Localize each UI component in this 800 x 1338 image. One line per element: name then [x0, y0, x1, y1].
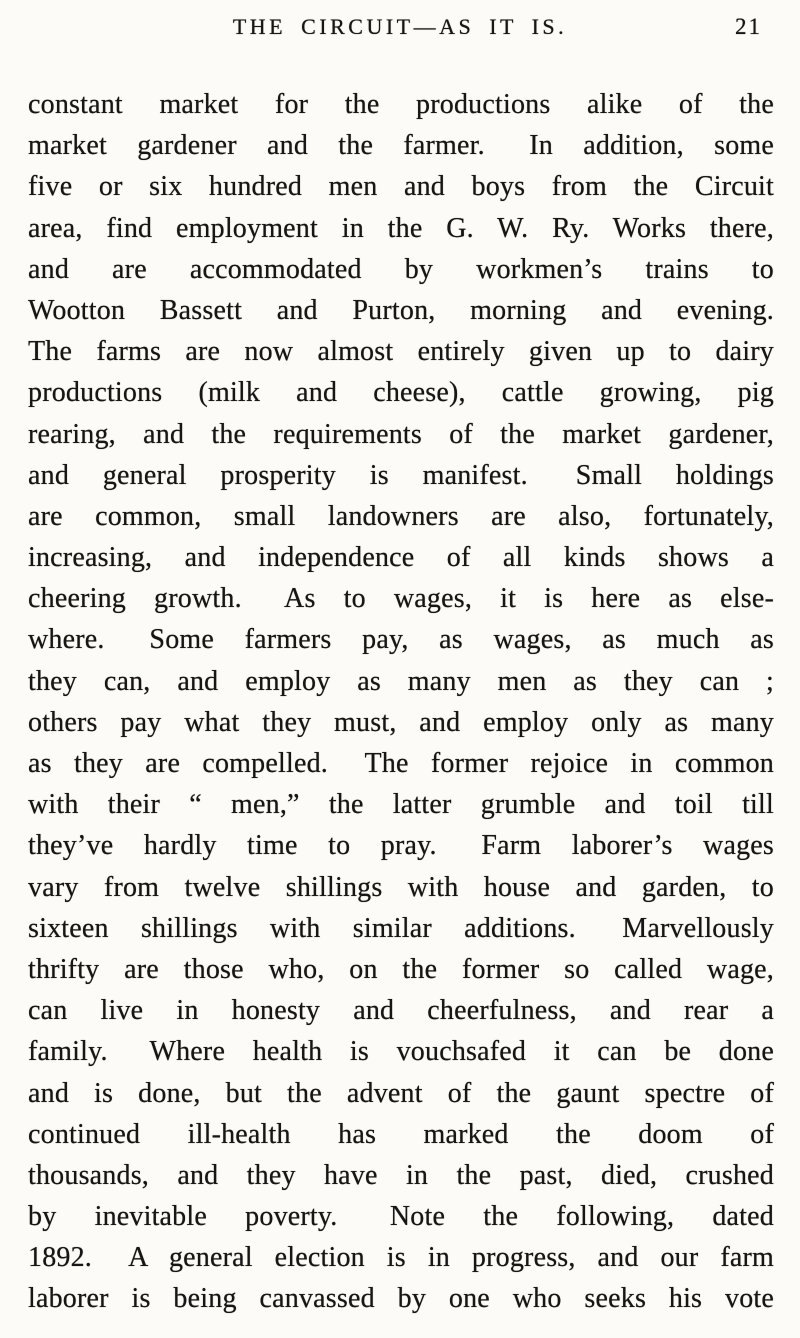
- text-line: are common, small landowners are also, fortunately,: [28, 500, 774, 532]
- page-number: 21: [735, 14, 762, 39]
- text-line: constant market for the productions alike of the: [28, 89, 774, 120]
- text-line: they can, and employ as many men as they can ;: [28, 665, 774, 697]
- text-line: five or six hundred men and boys from the Circuit: [28, 171, 774, 203]
- text-line: family. Where health is vouchsafed it can be done: [28, 1036, 774, 1068]
- text-line: where. Some farmers pay, as wages, as much as: [28, 624, 774, 656]
- text-line: others pay what they must, and employ only as many: [28, 706, 774, 738]
- text-line: cheering growth. As to wages, it is here as else-: [28, 583, 774, 615]
- text-line: market gardener and the farmer. In addition, some: [28, 130, 774, 162]
- chapter-title: THE CIRCUIT—AS IT IS.: [232, 14, 568, 39]
- text-line: by inevitable poverty. Note the following, dated: [28, 1201, 774, 1233]
- running-header: [0, 14, 800, 44]
- text-line: they’ve hardly time to pray. Farm laborer’s wages: [28, 830, 774, 862]
- text-line: can live in honesty and cheerfulness, and rear a: [28, 995, 774, 1027]
- text-line: sixteen shillings with similar additions. Marvellously: [28, 912, 774, 944]
- text-line: thrifty are those who, on the former so called wage,: [28, 953, 774, 985]
- text-line: rearing, and the requirements of the market gardener,: [28, 418, 774, 450]
- text-line: and are accommodated by workmen’s trains to: [28, 253, 774, 285]
- text-line: with their “ men,” the latter grumble and toil till: [28, 789, 774, 821]
- text-line: and is done, but the advent of the gaunt spectre of: [28, 1077, 774, 1109]
- text-line: thousands, and they have in the past, died, crushed: [28, 1159, 774, 1191]
- text-line: vary from twelve shillings with house and garden, to: [28, 871, 774, 903]
- text-line: laborer is being canvassed by one who seeks his vote: [28, 1283, 774, 1315]
- text-line: productions (milk and cheese), cattle growing, pig: [28, 377, 774, 409]
- text-line: increasing, and independence of all kinds shows a: [28, 542, 774, 574]
- text-line: area, find employment in the G. W. Ry. Works there,: [28, 212, 774, 244]
- text-line: and general prosperity is manifest. Small holdings: [28, 459, 774, 491]
- text-line: as they are compelled. The former rejoice in common: [28, 748, 774, 779]
- text-line: Wootton Bassett and Purton, morning and evening.: [28, 294, 774, 326]
- text-line: The farms are now almost entirely given up to dairy: [28, 336, 774, 368]
- text-line: 1892. A general election is in progress, and our farm: [28, 1242, 774, 1274]
- text-line: continued ill-health has marked the doom of: [28, 1118, 774, 1150]
- page-body-text: [28, 84, 774, 1320]
